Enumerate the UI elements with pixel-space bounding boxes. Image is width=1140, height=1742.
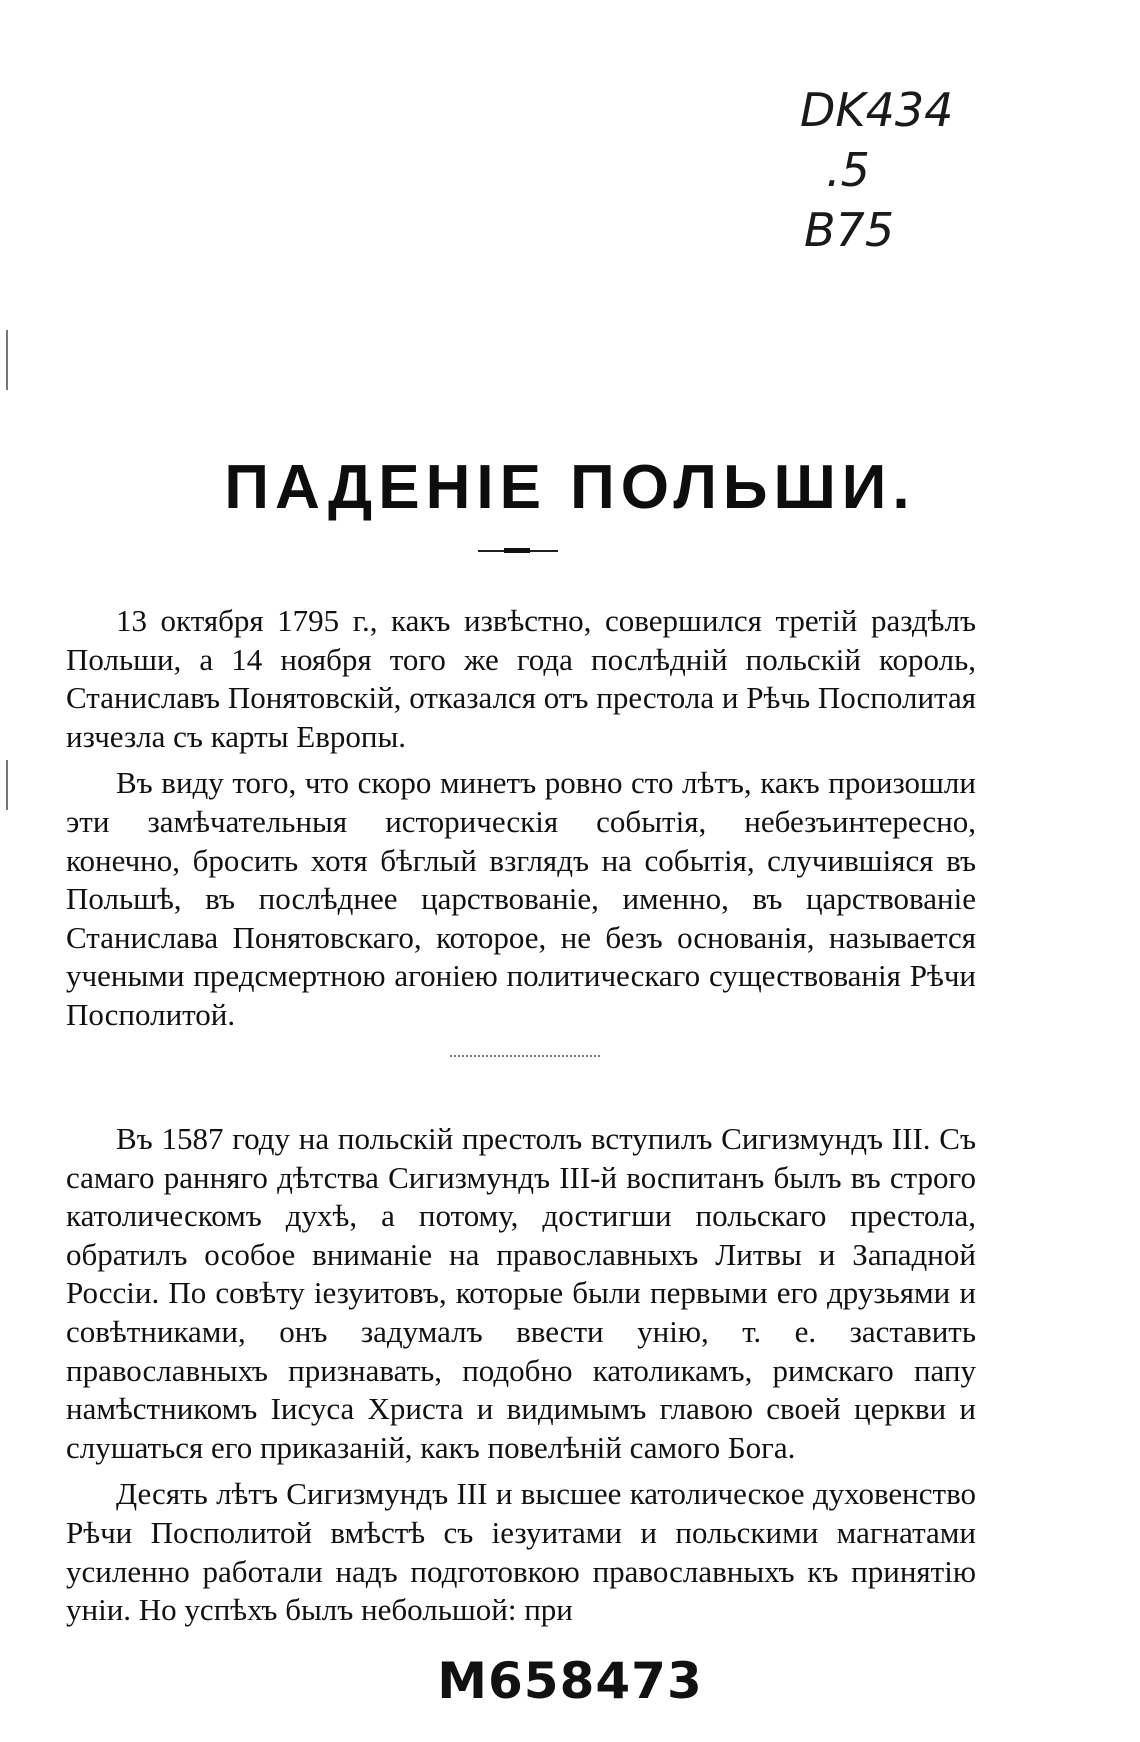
page-title: ПАДЕНІЕ ПОЛЬШИ. (224, 453, 916, 522)
title-divider (478, 550, 558, 552)
paragraph: Въ виду того, что скоро минетъ ровно сто лѣтъ, какъ произошли эти замѣчательныя историческія событія, небезъинтересно, конечно, бросить хотя бѣглый взглядъ на событія, случившіяся въ Польшѣ, въ послѣднее царствованіе, именно, въ царствованіе Станислава Понятовскаго, которое, не безъ основанія, называется учеными предсмертною агоніею политическаго существованія Рѣчи Посполитой. (66, 765, 976, 1032)
call-number-line: DK434 (800, 83, 954, 137)
call-number (800, 80, 1080, 260)
paragraph: Десять лѣтъ Сигизмундъ III и высшее католическое духовенство Рѣчи Посполитой вмѣстѣ съ іезуитами и польскими магнатами усиленно работали надъ подготовкою православныхъ къ принятію уніи. Но успѣхъ былъ небольшой: при (66, 1476, 976, 1628)
section-separator (450, 1055, 600, 1067)
paragraph: Въ 1587 году на польскій престолъ вступилъ Сигизмундъ III. Съ самаго ранняго дѣтства Сигизмундъ III-й воспитанъ былъ въ строго католическомъ духѣ, а потому, достигши польскаго престола, обратилъ особое вниманіе на православныхъ Литвы и Западной Россіи. По совѣту іезуитовъ, которые были первыми его друзьями и совѣтниками, онъ задумалъ ввести унію, т. е. заставить православныхъ признавать, подобно католикамъ, римскаго папу намѣстникомъ Іисуса Христа и видимымъ главою своей церкви и слушаться его приказаній, какъ повелѣній самого Бога. (66, 1121, 976, 1465)
call-number-line: B75 (804, 203, 895, 257)
main-text (66, 1120, 976, 1630)
intro-text (66, 602, 976, 1035)
left-edge-mark (6, 760, 8, 810)
library-stamp-number: M658473 (437, 1652, 703, 1710)
left-edge-mark (6, 330, 8, 390)
call-number-line: .5 (826, 143, 870, 197)
paragraph: 13 октября 1795 г., какъ извѣстно, совершился третій раздѣлъ Польши, а 14 ноября того же года послѣдній польскій король, Станиславъ Понятовскій, отказался отъ престола и Рѣчь Посполитая изчезла съ карты Европы. (66, 603, 976, 754)
